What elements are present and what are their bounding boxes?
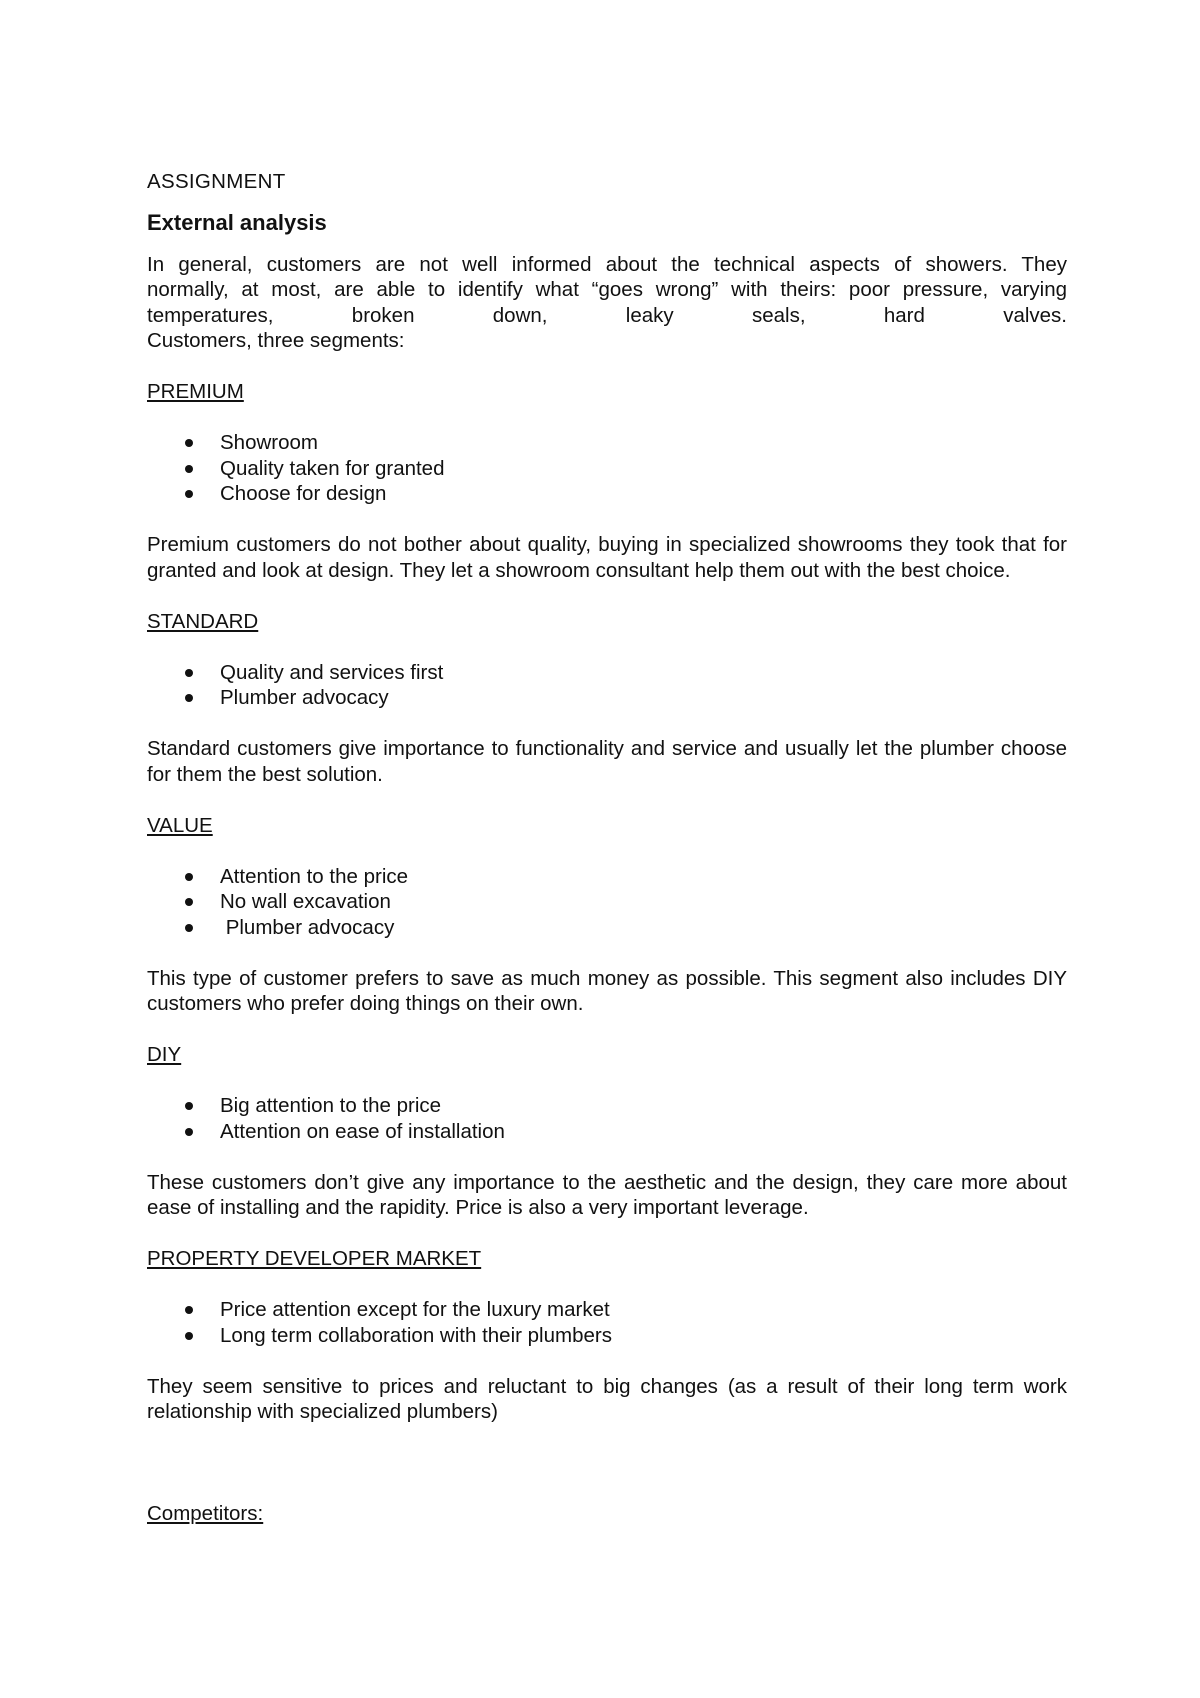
document-body: [147, 169, 1067, 1526]
competitors-heading: Competitors:: [147, 1501, 264, 1525]
segment-description: These customers don’t give any importance to the aesthetic and the design, they care more about ease of installing and the rapidity. Price is also a very important leverage.: [147, 1170, 1067, 1219]
segment-description: Standard customers give importance to functionality and service and usually let the plumber choose for them the best solution.: [147, 737, 1067, 786]
intro-line: temperatures, broken down, leaky seals, hard valves.: [147, 303, 1067, 327]
bullet-icon: [185, 924, 193, 932]
segment-heading-premium: PREMIUM: [147, 380, 244, 403]
list-item: [147, 456, 1067, 482]
bullet-icon: [185, 465, 193, 473]
segment-description: Premium customers do not bother about quality, buying in specialized showrooms they took that for granted and look at design. They let a showroom consultant help them out with the best choice.: [147, 533, 1067, 582]
segment-heading-standard: STANDARD: [147, 609, 259, 633]
bullet-icon: [185, 898, 193, 906]
list-item: [147, 889, 1067, 915]
bullet-icon: [185, 669, 193, 677]
segment-description: They seem sensitive to prices and reluctant to big changes (as a result of their long term work relationship with specialized plumbers): [147, 1374, 1067, 1423]
bullet-icon: [185, 1128, 193, 1136]
bullet-list: [147, 864, 1067, 941]
bullet-icon: [185, 1102, 193, 1110]
intro-line: Customers, three segments:: [147, 329, 405, 352]
intro-paragraph: [147, 252, 1067, 354]
list-item-text: Choose for design: [220, 482, 387, 505]
list-item: [147, 1297, 1067, 1323]
list-item-text: Big attention to the price: [220, 1094, 442, 1117]
section-heading: External analysis: [147, 209, 327, 235]
list-item: [147, 660, 1067, 686]
segment-heading-value: VALUE: [147, 813, 213, 837]
document-title: ASSIGNMENT: [147, 170, 286, 193]
list-item-text: Plumber advocacy: [220, 915, 395, 939]
list-item-text: Price attention except for the luxury market: [220, 1298, 610, 1321]
intro-line: In general, customers are not well informed about the technical aspects of showers. They: [147, 252, 1067, 276]
list-item-text: Showroom: [220, 431, 318, 454]
list-item-text: Attention on ease of installation: [220, 1119, 505, 1143]
segment-heading-diy: DIY: [147, 1043, 182, 1066]
list-item-text: Long term collaboration with their plumbers: [220, 1323, 612, 1347]
list-item: [147, 1323, 1067, 1349]
list-item: [147, 430, 1067, 456]
bullet-icon: [185, 873, 193, 881]
list-item: [147, 481, 1067, 507]
intro-line: normally, at most, are able to identify what “goes wrong” with theirs: poor pressure, varying: [147, 278, 1067, 301]
list-item-text: No wall excavation: [220, 890, 391, 913]
bullet-list: [147, 1093, 1067, 1144]
list-item: [147, 915, 1067, 941]
segment-description: This type of customer prefers to save as much money as possible. This segment also includes DIY customers who prefer doing things on their own.: [147, 966, 1067, 1015]
list-item: [147, 864, 1067, 890]
segment-heading-property-developer: PROPERTY DEVELOPER MARKET: [147, 1247, 482, 1270]
list-item: [147, 1093, 1067, 1119]
bullet-icon: [185, 1306, 193, 1314]
bullet-icon: [185, 490, 193, 498]
bullet-icon: [185, 694, 193, 702]
bullet-icon: [185, 1332, 193, 1340]
list-item-text: Plumber advocacy: [220, 686, 389, 709]
list-item-text: Quality and services first: [220, 660, 444, 684]
bullet-icon: [185, 439, 193, 447]
bullet-list: [147, 660, 1067, 711]
bullet-list: [147, 430, 1067, 507]
list-item: [147, 685, 1067, 711]
list-item-text: Attention to the price: [220, 864, 409, 888]
list-item-text: Quality taken for granted: [220, 456, 445, 480]
list-item: [147, 1119, 1067, 1145]
bullet-list: [147, 1297, 1067, 1348]
